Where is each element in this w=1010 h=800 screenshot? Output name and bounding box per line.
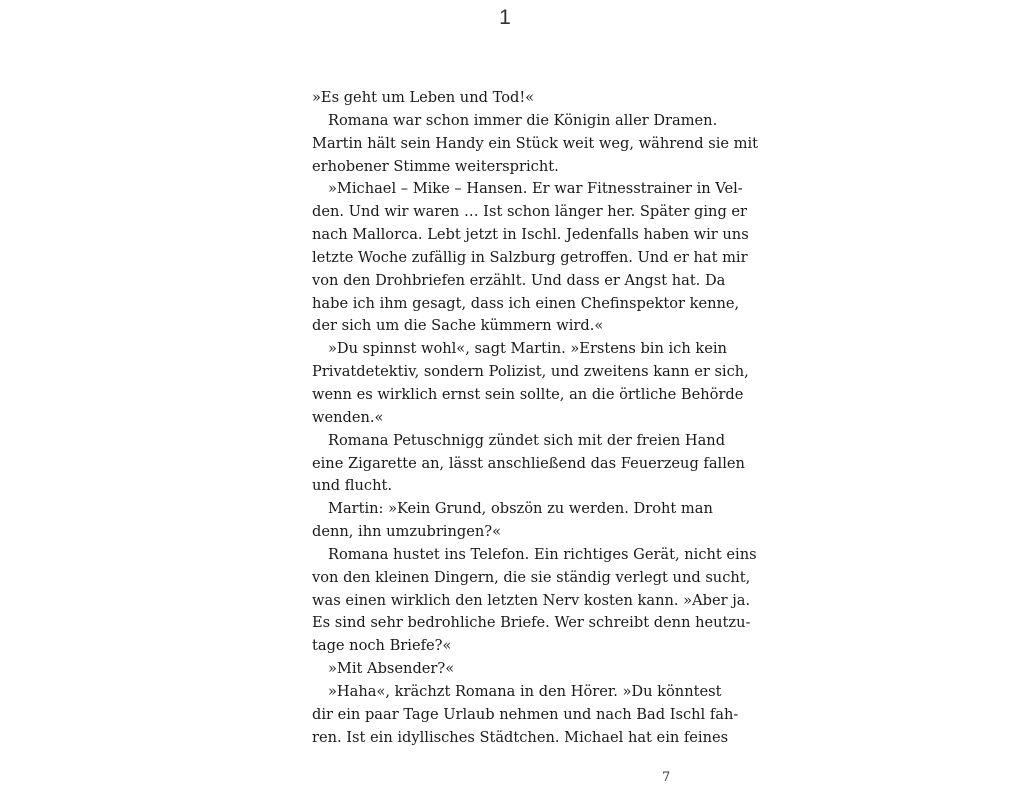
chapter-number: 1: [499, 6, 511, 29]
text-line: wenn es wirklich ernst sein sollte, an die örtliche Behörde: [312, 385, 744, 403]
text-line: nach Mallorca. Lebt jetzt in Ischl. Jedenfalls haben wir uns: [312, 226, 749, 244]
text-line: der sich um die Sache kümmern wird.«: [312, 317, 604, 335]
text-line: denn, ihn umzubringen?«: [312, 523, 501, 541]
body-text: [312, 87, 759, 749]
text-line: von den Drohbriefen erzählt. Und dass er Angst hat. Da: [312, 271, 726, 289]
text-line: Es sind sehr bedrohliche Briefe. Wer schreibt denn heutzu-: [312, 614, 751, 632]
text-line: was einen wirklich den letzten Nerv kosten kann. »Aber ja.: [312, 591, 751, 609]
text-line: den. Und wir waren … Ist schon länger her. Später ging er: [312, 203, 748, 221]
text-line: »Es geht um Leben und Tod!«: [312, 89, 535, 106]
text-line: erhobener Stimme weiterspricht.: [312, 157, 559, 175]
text-line: und flucht.: [312, 477, 392, 495]
text-line: Martin hält sein Handy ein Stück weit weg, während sie mit: [312, 134, 759, 152]
text-line: »Du spinnst wohl«, sagt Martin. »Erstens bin ich kein: [328, 340, 727, 358]
text-line: von den kleinen Dingern, die sie ständig verlegt und sucht,: [312, 568, 751, 586]
text-line: tage noch Briefe?«: [312, 637, 452, 655]
text-line: wenden.«: [312, 408, 384, 426]
text-line: »Mit Absender?«: [328, 660, 455, 678]
text-line: eine Zigarette an, lässt anschließend das Feuerzeug fallen: [312, 454, 745, 472]
text-line: dir ein paar Tage Urlaub nehmen und nach Bad Ischl fah-: [312, 705, 739, 723]
text-line: Romana Petuschnigg zündet sich mit der freien Hand: [328, 431, 726, 449]
text-line: Romana hustet ins Telefon. Ein richtiges Gerät, nicht eins: [328, 545, 757, 563]
text-line: »Haha«, krächzt Romana in den Hörer. »Du könntest: [328, 682, 722, 700]
page-number: 7: [662, 770, 671, 785]
text-line: Romana war schon immer die Königin aller Dramen.: [328, 111, 718, 129]
text-line: habe ich ihm gesagt, dass ich einen Chefinspektor kenne,: [312, 294, 740, 312]
text-line: Martin: »Kein Grund, obszön zu werden. Droht man: [328, 500, 713, 518]
text-line: letzte Woche zufällig in Salzburg getroffen. Und er hat mir: [312, 248, 748, 266]
text-line: »Michael – Mike – Hansen. Er war Fitnesstrainer in Vel-: [328, 180, 743, 198]
text-line: Privatdetektiv, sondern Polizist, und zweitens kann er sich,: [312, 363, 749, 381]
text-line: ren. Ist ein idyllisches Städtchen. Michael hat ein feines: [312, 728, 729, 746]
